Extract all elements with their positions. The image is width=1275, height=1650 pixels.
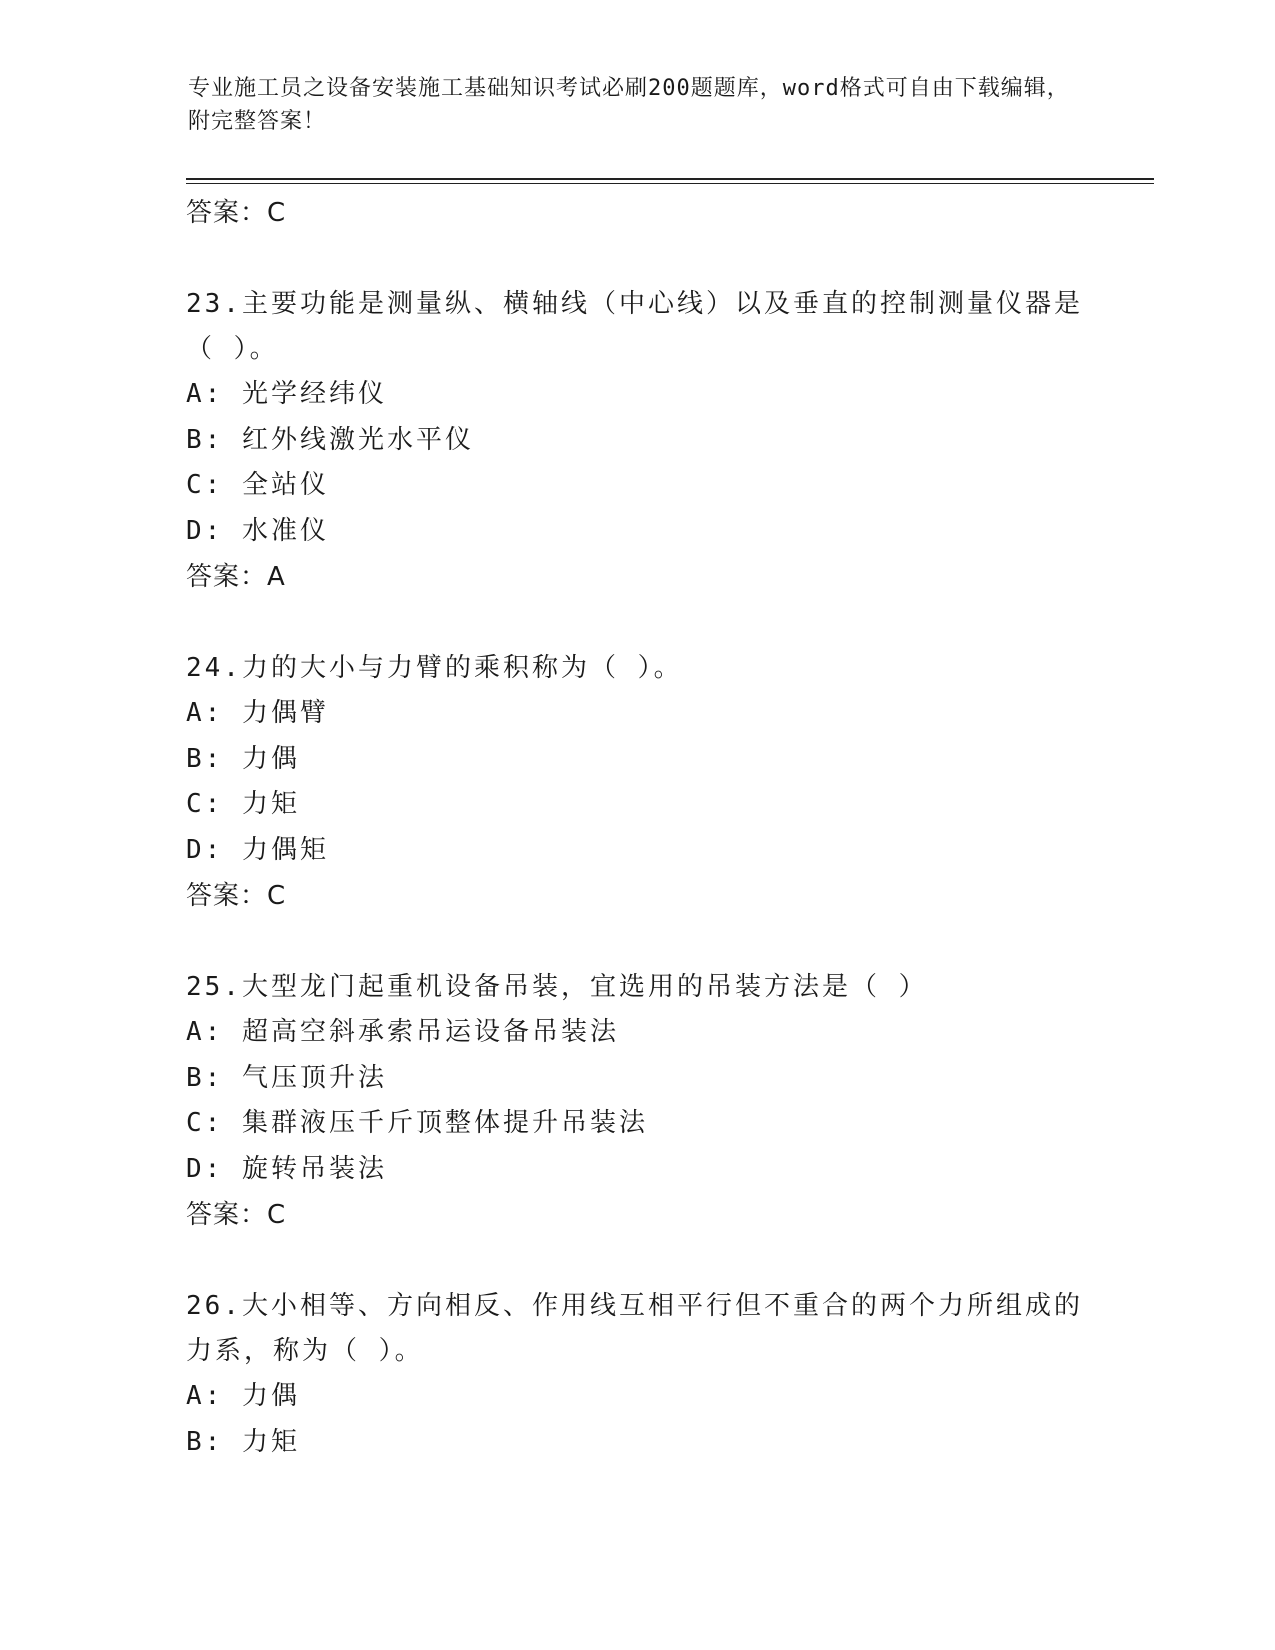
option-d: D: 水准仪 bbox=[186, 515, 329, 546]
option-a: A: 力偶 bbox=[186, 1381, 300, 1411]
question-text: 23.主要功能是测量纵、横轴线（中心线）以及垂直的控制测量仪器是（ ）。 bbox=[186, 289, 1083, 364]
answer-line: 答案：A bbox=[186, 562, 286, 592]
answer-line: 答案：C bbox=[186, 1200, 287, 1230]
answer-line: 答案：C bbox=[186, 198, 287, 228]
option-c: C: 全站仪 bbox=[186, 470, 329, 500]
header-divider bbox=[186, 178, 1154, 184]
question-text: 25.大型龙门起重机设备吊装，宜选用的吊装方法是（ ） bbox=[186, 972, 928, 1002]
option-a: A: 光学经纬仪 bbox=[186, 379, 387, 409]
option-b: B: 气压顶升法 bbox=[186, 1062, 387, 1093]
question-block bbox=[186, 282, 1086, 600]
question-block bbox=[186, 965, 1086, 1238]
question-text: 24.力的大小与力臂的乘积称为（ ）。 bbox=[186, 653, 683, 683]
document-body bbox=[186, 190, 1086, 1465]
option-b: B: 红外线激光水平仪 bbox=[186, 424, 474, 455]
question-block bbox=[186, 1284, 1086, 1465]
option-d: D: 旋转吊装法 bbox=[186, 1153, 387, 1184]
option-a: A: 力偶臂 bbox=[186, 698, 329, 728]
question-block bbox=[186, 646, 1086, 919]
option-c: C: 力矩 bbox=[186, 789, 300, 819]
option-b: B: 力矩 bbox=[186, 1426, 300, 1457]
option-c: C: 集群液压千斤顶整体提升吊装法 bbox=[186, 1108, 648, 1138]
question-text: 26.大小相等、方向相反、作用线互相平行但不重合的两个力所组成的力系，称为（ ）。 bbox=[186, 1291, 1083, 1366]
option-a: A: 超高空斜承索吊运设备吊装法 bbox=[186, 1017, 619, 1047]
option-b: B: 力偶 bbox=[186, 743, 300, 774]
answer-line: 答案：C bbox=[186, 881, 287, 911]
page-header: 专业施工员之设备安装施工基础知识考试必刷200题题库，word格式可自由下载编辑，附完整答案！ bbox=[188, 76, 1070, 134]
option-d: D: 力偶矩 bbox=[186, 834, 329, 865]
